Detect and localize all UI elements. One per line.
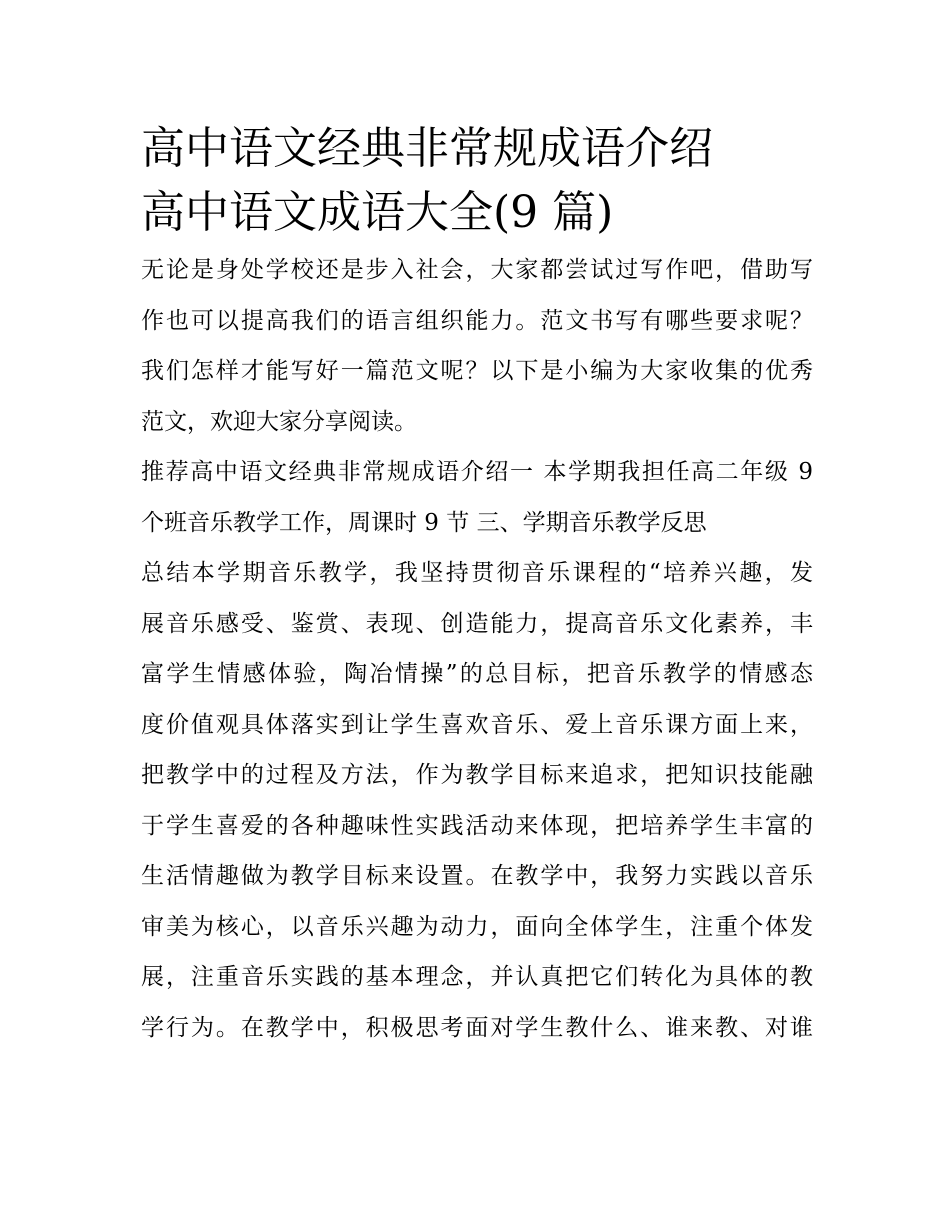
- body-line: 审美为核心，以音乐兴趣为动力，面向全体学生，注重个体发: [141, 913, 813, 940]
- document-title: [141, 117, 813, 245]
- intro-line: 无论是身处学校还是步入社会，大家都尝试过写作吧，借助写: [141, 257, 813, 283]
- section-line: 个班音乐教学工作，周课时 9 节 三、学期音乐教学反思: [141, 509, 707, 536]
- intro-line: 范文，欢迎大家分享阅读。: [141, 408, 417, 435]
- intro-line: 我们怎样才能写好一篇范文呢？以下是小编为大家收集的优秀: [141, 358, 813, 384]
- body-line: 生活情趣做为教学目标来设置。在教学中，我努力实践以音乐: [141, 863, 813, 889]
- body-line: 于学生喜爱的各种趣味性实践活动来体现，把培养学生丰富的: [141, 812, 813, 839]
- body-line: 学行为。在教学中，积极思考面对学生教什么、谁来教、对谁: [141, 1014, 813, 1041]
- body-line: 展，注重音乐实践的基本理念，并认真把它们转化为具体的教: [141, 964, 813, 990]
- section-line: 推荐高中语文经典非常规成语介绍一 本学期我担任高二年级 9: [141, 459, 813, 485]
- title-line: 高中语文成语大全(9 篇): [141, 187, 614, 238]
- body-line: 总结本学期音乐教学，我坚持贯彻音乐课程的“培养兴趣，发: [141, 560, 813, 586]
- section-heading-paragraph: [141, 447, 813, 548]
- document-content: [141, 117, 813, 1053]
- title-line: 高中语文经典非常规成语介绍: [141, 123, 713, 174]
- intro-paragraph: [141, 245, 813, 447]
- body-line: 把教学中的过程及方法，作为教学目标来追求，把知识技能融: [141, 762, 813, 788]
- body-paragraph: [141, 548, 813, 1053]
- intro-line: 作也可以提高我们的语言组织能力。范文书写有哪些要求呢？: [141, 307, 813, 334]
- body-line: 富学生情感体验，陶冶情操”的总目标，把音乐教学的情感态: [141, 661, 813, 687]
- body-line: 展音乐感受、鉴赏、表现、创造能力，提高音乐文化素养，丰: [141, 610, 813, 637]
- body-line: 度价值观具体落实到让学生喜欢音乐、爱上音乐课方面上来，: [141, 711, 813, 738]
